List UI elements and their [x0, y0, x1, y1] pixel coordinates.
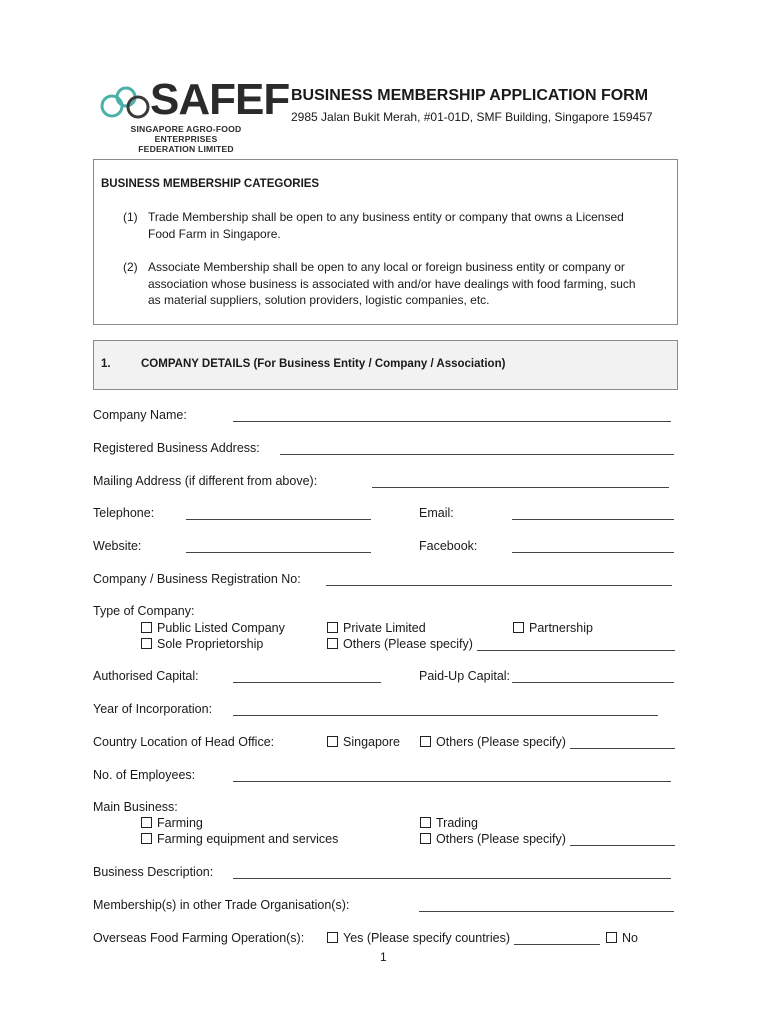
type-of-company-label: Type of Company: — [93, 604, 195, 618]
registered-address-label: Registered Business Address: — [93, 441, 260, 455]
category-1-text: Trade Membership shall be open to any business entity or company that owns a Licensed — [148, 210, 624, 224]
other-memberships-field[interactable] — [419, 911, 674, 912]
checkbox-icon[interactable] — [141, 622, 152, 633]
registration-no-field[interactable] — [326, 585, 672, 586]
option-partnership[interactable]: Partnership — [513, 621, 593, 635]
checkbox-icon[interactable] — [420, 736, 431, 747]
categories-heading: BUSINESS MEMBERSHIP CATEGORIES — [101, 178, 320, 190]
main-business-label: Main Business: — [93, 800, 178, 814]
checkbox-icon[interactable] — [141, 833, 152, 844]
other-memberships-label: Membership(s) in other Trade Organisation(s): — [93, 898, 350, 912]
checkbox-icon[interactable] — [327, 932, 338, 943]
checkbox-icon[interactable] — [141, 817, 152, 828]
company-name-field[interactable] — [233, 421, 671, 422]
overseas-operation-label: Overseas Food Farming Operation(s): — [93, 931, 305, 945]
logo-wordmark: SAFEF — [150, 75, 290, 124]
page-number: 1 — [380, 950, 387, 964]
mailing-address-label: Mailing Address (if different from above): — [93, 474, 318, 488]
logo-subtitle: SINGAPORE AGRO-FOOD ENTERPRISES FEDERATION LIMITED — [130, 124, 242, 154]
facebook-field[interactable] — [512, 552, 674, 553]
registered-address-field[interactable] — [280, 454, 674, 455]
option-trading[interactable]: Trading — [420, 816, 478, 830]
checkbox-icon[interactable] — [420, 817, 431, 828]
option-others-country[interactable]: Others (Please specify) — [420, 735, 566, 749]
federation-address: 2985 Jalan Bukit Merah, #01-01D, SMF Building, Singapore 159457 — [291, 110, 653, 124]
head-office-label: Country Location of Head Office: — [93, 735, 275, 749]
checkbox-icon[interactable] — [327, 622, 338, 633]
company-name-label: Company Name: — [93, 408, 187, 422]
telephone-field[interactable] — [186, 519, 371, 520]
website-field[interactable] — [186, 552, 371, 553]
authorised-capital-field[interactable] — [233, 682, 381, 683]
form-title: BUSINESS MEMBERSHIP APPLICATION FORM — [291, 87, 649, 104]
mailing-address-field[interactable] — [372, 487, 669, 488]
overseas-countries-field[interactable] — [514, 944, 600, 945]
category-1-text-cont: Food Farm in Singapore. — [148, 227, 281, 241]
year-incorporation-label: Year of Incorporation: — [93, 702, 213, 716]
telephone-label: Telephone: — [93, 506, 155, 520]
checkbox-icon[interactable] — [141, 638, 152, 649]
option-farming[interactable]: Farming — [141, 816, 203, 830]
section-1-title: COMPANY DETAILS (For Business Entity / Company / Association) — [141, 358, 506, 370]
paidup-capital-label: Paid-Up Capital: — [419, 669, 511, 683]
others-business-specify-field[interactable] — [570, 845, 675, 846]
option-others-type[interactable]: Others (Please specify) — [327, 637, 473, 651]
option-others-business[interactable]: Others (Please specify) — [420, 832, 566, 846]
employees-label: No. of Employees: — [93, 768, 196, 782]
option-overseas-yes[interactable]: Yes (Please specify countries) — [327, 931, 510, 945]
checkbox-icon[interactable] — [606, 932, 617, 943]
business-description-field[interactable] — [233, 878, 671, 879]
checkbox-icon[interactable] — [327, 638, 338, 649]
authorised-capital-label: Authorised Capital: — [93, 669, 199, 683]
section-1-number: 1. — [101, 358, 111, 370]
registration-no-label: Company / Business Registration No: — [93, 572, 301, 586]
employees-field[interactable] — [233, 781, 671, 782]
option-sole-proprietorship[interactable]: Sole Proprietorship — [141, 637, 263, 651]
checkbox-icon[interactable] — [420, 833, 431, 844]
checkbox-icon[interactable] — [327, 736, 338, 747]
others-type-specify-field[interactable] — [477, 650, 675, 651]
option-farming-equipment[interactable]: Farming equipment and services — [141, 832, 338, 846]
category-1-number: (1) — [123, 210, 138, 224]
logo-leaf-icon — [98, 84, 158, 124]
email-label: Email: — [419, 506, 454, 520]
category-2-text-cont2: as material suppliers, solution providers, logistic companies, etc. — [148, 293, 490, 307]
paidup-capital-field[interactable] — [512, 682, 674, 683]
year-incorporation-field[interactable] — [233, 715, 658, 716]
facebook-label: Facebook: — [419, 539, 478, 553]
category-2-number: (2) — [123, 260, 138, 274]
option-private-limited[interactable]: Private Limited — [327, 621, 426, 635]
category-2-text: Associate Membership shall be open to any local or foreign business entity or company or — [148, 260, 625, 274]
website-label: Website: — [93, 539, 142, 553]
option-overseas-no[interactable]: No — [606, 931, 638, 945]
checkbox-icon[interactable] — [513, 622, 524, 633]
business-description-label: Business Description: — [93, 865, 214, 879]
option-singapore[interactable]: Singapore — [327, 735, 400, 749]
option-public-listed[interactable]: Public Listed Company — [141, 621, 285, 635]
email-field[interactable] — [512, 519, 674, 520]
others-country-specify-field[interactable] — [570, 748, 675, 749]
category-2-text-cont: association whose business is associated with and/or have dealings with food farming, such — [148, 277, 636, 291]
